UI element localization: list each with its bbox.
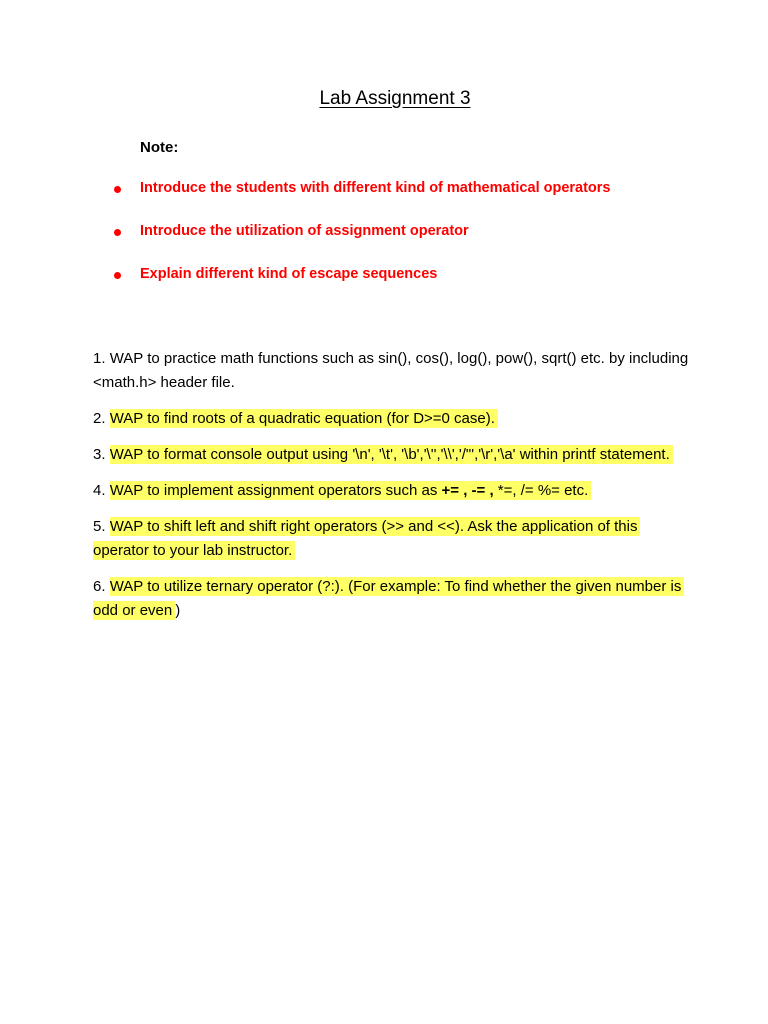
bullet-icon	[114, 272, 121, 279]
note-label: Note:	[140, 139, 179, 156]
task-number: 3.	[93, 446, 106, 463]
task-text-after: *=, /= %= etc.	[497, 482, 589, 499]
task-operators: += , -= ,	[441, 482, 498, 499]
task-text: WAP to practice math functions such as sin(), cos(), log(), pow(), sqrt() etc. by including <math.h> header file.	[93, 350, 689, 391]
task-item	[93, 575, 693, 623]
task-text: WAP to format console output using '\n', '\t', '\b','\'','\\','/"','\r','\a' within printf statement.	[110, 445, 673, 464]
task-list	[93, 347, 693, 635]
bullet-icon	[114, 186, 121, 193]
task-number: 2.	[93, 410, 106, 427]
note-text: Introduce the students with different kind of mathematical operators	[140, 180, 611, 196]
task-text	[110, 481, 592, 500]
task-text: WAP to utilize ternary operator (?:). (For example: To find whether the given number is odd or even	[93, 577, 684, 620]
task-number: 5.	[93, 518, 106, 535]
page-title: Lab Assignment 3	[319, 88, 471, 109]
task-number: 4.	[93, 482, 106, 499]
task-item	[93, 443, 693, 467]
task-item	[93, 347, 693, 395]
task-number: 1.	[93, 350, 106, 367]
task-closing: )	[175, 602, 181, 619]
task-item	[93, 515, 693, 563]
task-item	[93, 479, 693, 503]
bullet-icon	[114, 229, 121, 236]
task-item	[93, 407, 693, 431]
task-text: WAP to shift left and shift right operators (>> and <<). Ask the application of this operator to your lab instructor.	[93, 517, 640, 560]
task-text-before: WAP to implement assignment operators such as	[109, 482, 442, 499]
note-text: Explain different kind of escape sequences	[140, 266, 438, 282]
task-text: WAP to find roots of a quadratic equation (for D>=0 case).	[110, 409, 498, 428]
note-text: Introduce the utilization of assignment operator	[140, 223, 469, 239]
task-number: 6.	[93, 578, 106, 595]
